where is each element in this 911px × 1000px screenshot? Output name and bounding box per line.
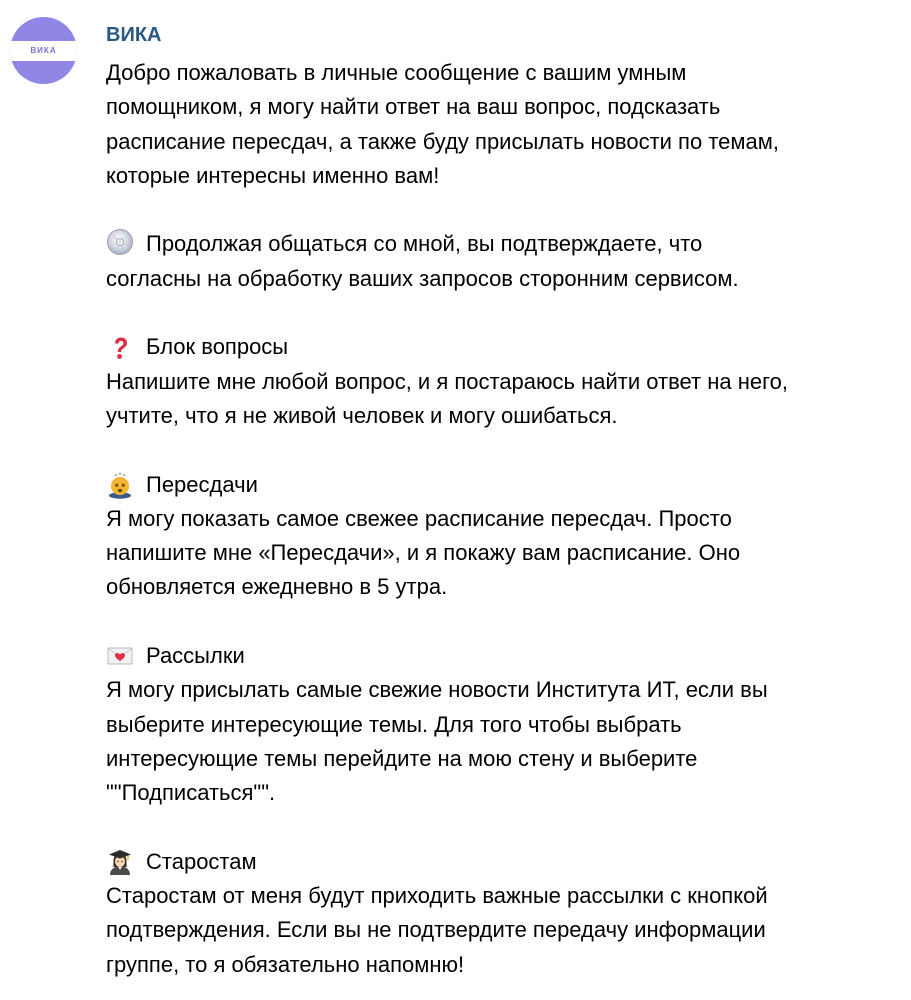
section-title: Пересдачи <box>146 471 258 497</box>
section-mailings <box>106 639 901 810</box>
dizzy-face-icon <box>106 471 134 499</box>
paragraph-gap <box>106 193 901 227</box>
text-line: ""Подписаться"". <box>106 780 276 806</box>
section-retakes <box>106 468 901 605</box>
text-line: подтверждения. Если вы не подтвердите передачу информации <box>106 917 766 943</box>
text-line: напишите мне «Пересдачи», и я покажу вам расписание. Оно <box>106 540 741 566</box>
text-line: Я могу показать самое свежее расписание пересдач. Просто <box>106 505 732 531</box>
text-line <box>106 227 901 261</box>
paragraph-gap <box>106 433 901 467</box>
avatar-label: ВИКА <box>10 41 77 61</box>
text-line: Добро пожаловать в личные сообщение с вашим умным <box>106 60 687 85</box>
paragraph-gap <box>106 811 901 845</box>
text-line: учтите, что я не живой человек и могу ошибаться. <box>106 402 618 428</box>
section-header <box>106 468 901 502</box>
intro-paragraph <box>106 56 901 193</box>
text-line: обновляется ежедневно в 5 утра. <box>106 574 448 600</box>
paragraph-gap <box>106 296 901 330</box>
consent-paragraph <box>106 227 901 296</box>
text-line: согласны на обработку ваших запросов сторонним сервисом. <box>106 265 739 291</box>
love-letter-icon <box>106 642 134 670</box>
section-heads <box>106 845 901 982</box>
text-line: Напишите мне любой вопрос, и я постараюсь найти ответ на него, <box>106 368 788 394</box>
section-header <box>106 330 901 364</box>
author-name[interactable]: ВИКА <box>106 24 162 46</box>
section-header <box>106 845 901 879</box>
student-icon <box>106 848 134 876</box>
message-text <box>106 56 901 982</box>
consent-line-1: Продолжая общаться со мной, вы подтверждаете, что <box>146 231 703 257</box>
text-line: Я могу присылать самые свежие новости Института ИТ, если вы <box>106 677 768 703</box>
text-line: интересующие темы перейдите на мою стену и выберите <box>106 745 698 771</box>
section-title: Блок вопросы <box>146 334 289 360</box>
paragraph-gap <box>106 605 901 639</box>
disc-icon <box>106 228 134 256</box>
text-line: расписание пересдач, а также буду присылать новости по темам, <box>106 128 779 154</box>
question-mark-icon <box>106 334 134 362</box>
section-questions <box>106 330 901 433</box>
text-line: группе, то я обязательно напомню! <box>106 951 465 977</box>
text-line: выберите интересующие темы. Для того чтобы выбрать <box>106 711 682 737</box>
avatar[interactable] <box>10 17 77 84</box>
section-title: Рассылки <box>146 643 245 669</box>
text-line: Старостам от меня будут приходить важные рассылки с кнопкой <box>106 883 768 909</box>
section-title: Старостам <box>146 848 257 874</box>
section-header <box>106 639 901 673</box>
text-line: которые интересны именно вам! <box>106 162 440 188</box>
text-line: помощником, я могу найти ответ на ваш вопрос, подсказать <box>106 94 721 120</box>
